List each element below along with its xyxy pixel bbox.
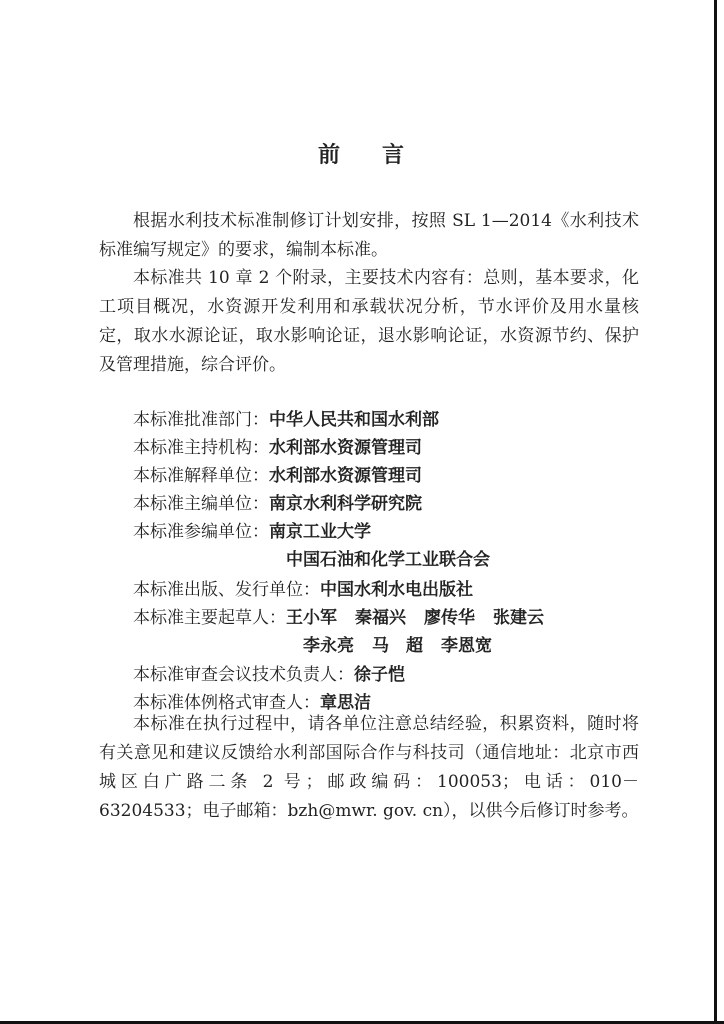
review-line	[133, 660, 405, 685]
drafter-name: 张建云	[493, 608, 544, 628]
title-char-1: 前	[317, 143, 342, 168]
drafters-line-2	[303, 631, 510, 656]
participating-label: 本标准参编单位：	[133, 522, 269, 542]
drafter-name: 李永亮	[303, 636, 354, 656]
participating-value-2: 中国石油和化学工业联合会	[286, 550, 490, 570]
drafter-name: 王小军	[286, 608, 337, 628]
host-line	[133, 433, 422, 458]
interpret-value: 水利部水资源管理司	[269, 466, 422, 486]
host-label: 本标准主持机构：	[133, 438, 269, 458]
drafter-name: 李恩宽	[441, 636, 492, 656]
participating-value-1: 南京工业大学	[269, 522, 371, 542]
chief-label: 本标准主编单位：	[133, 494, 269, 514]
drafters-label: 本标准主要起草人：	[133, 608, 286, 628]
approval-line	[133, 405, 439, 430]
chief-value: 南京水利科学研究院	[269, 494, 422, 514]
content-paragraph: 本标准共 10 章 2 个附录，主要技术内容有：总则，基本要求，化工项目概况，水资源开发利用和承载状况分析，节水评价及用水量核定，取水水源论证，取水影响论证，退水影响论证，水资源节约、保护及管理措施，综合评价。	[99, 268, 639, 375]
approval-value: 中华人民共和国水利部	[269, 410, 439, 430]
page-title	[0, 138, 724, 169]
format-value: 章思洁	[320, 693, 371, 713]
participating-line-2	[286, 545, 490, 570]
drafter-name: 秦福兴	[355, 608, 406, 628]
chief-line	[133, 489, 422, 514]
publisher-value: 中国水利水电出版社	[320, 580, 473, 600]
publisher-label: 本标准出版、发行单位：	[133, 580, 320, 600]
interpret-label: 本标准解释单位：	[133, 466, 269, 486]
participating-line	[133, 517, 371, 542]
drafter-name: 马 超	[372, 636, 423, 656]
format-label: 本标准体例格式审查人：	[133, 693, 320, 713]
interpret-line	[133, 461, 422, 486]
review-label: 本标准审查会议技术负责人：	[133, 665, 354, 685]
intro-paragraph: 根据水利技术标准制修订计划安排，按照 SL 1—2014《水利技术标准编写规定》的要求，编制本标准。	[99, 211, 639, 260]
drafters-line	[133, 603, 562, 628]
feedback-paragraph: 本标准在执行过程中，请各单位注意总结经验，积累资料，随时将有关意见和建议反馈给水利部国际合作与科技司（通信地址：北京市西城区白广路二条 2 号；邮政编码：100053；电话：010－63204533；电子邮箱：bzh@mwr. gov. cn），以供今后修订时参考。	[99, 714, 639, 821]
approval-label: 本标准批准部门：	[133, 410, 269, 430]
title-char-2: 言	[382, 143, 407, 168]
drafter-name: 廖传华	[424, 608, 475, 628]
publisher-line	[133, 575, 473, 600]
host-value: 水利部水资源管理司	[269, 438, 422, 458]
review-value: 徐子恺	[354, 665, 405, 685]
